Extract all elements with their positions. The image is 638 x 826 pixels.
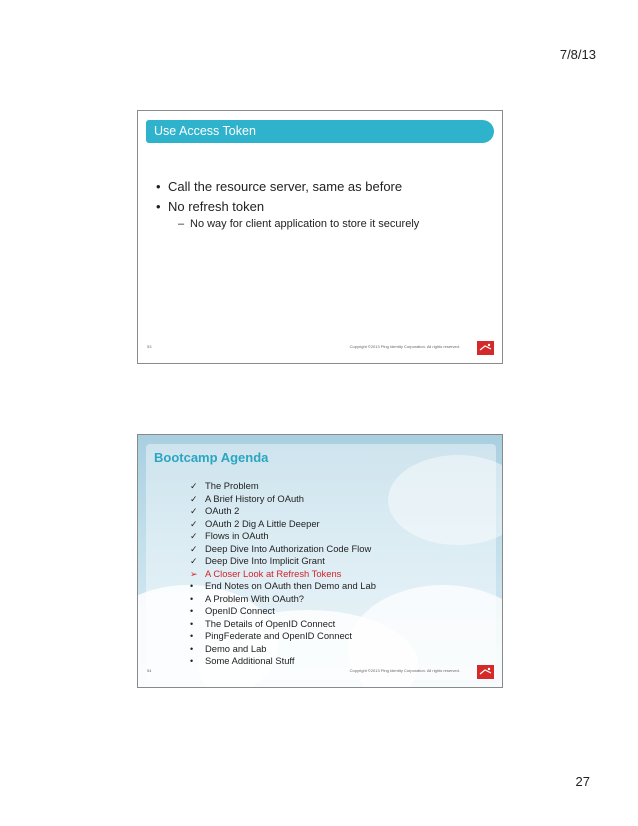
page-number: 27 <box>575 774 590 789</box>
agenda-item-label: OAuth 2 Dig A Little Deeper <box>205 517 320 529</box>
bullet-icon: • <box>190 593 194 604</box>
slide-title-bar: Use Access Token <box>146 120 494 143</box>
checkmark-icon: ✓ <box>190 543 198 554</box>
agenda-item-label: A Brief History of OAuth <box>205 492 304 504</box>
agenda-item-label: OAuth 2 <box>205 505 240 516</box>
agenda-item-label: OpenID Connect <box>205 605 275 616</box>
checkmark-icon: ✓ <box>190 481 198 491</box>
agenda-item-label: The Details of OpenID Connect <box>205 617 336 629</box>
agenda-item <box>190 493 376 506</box>
slide-title: Bootcamp Agenda <box>154 450 269 465</box>
agenda-item <box>190 530 376 543</box>
agenda-item-label: PingFederate and OpenID Connect <box>205 630 352 641</box>
agenda-item <box>190 505 376 518</box>
agenda-item-label: The Problem <box>205 480 259 491</box>
agenda-item-label: Flows in OAuth <box>205 530 269 541</box>
slide-number: 54 <box>147 668 152 673</box>
bullet-icon: • <box>190 618 194 629</box>
checkmark-icon: ✓ <box>190 518 198 529</box>
agenda-item <box>190 630 376 643</box>
agenda-item <box>190 543 376 556</box>
bullet-icon: • <box>190 581 194 591</box>
bullet-icon: • <box>190 656 194 666</box>
sub-bullet: – No way for client application to store it securely <box>178 218 420 230</box>
agenda-item-label: Some Additional Stuff <box>205 655 295 666</box>
checkmark-icon: ✓ <box>190 506 198 516</box>
slide-use-access-token <box>137 110 503 364</box>
agenda-item-label: End Notes on OAuth then Demo and Lab <box>205 580 376 591</box>
arrow-icon: ➢ <box>190 568 198 579</box>
agenda-item <box>190 580 376 593</box>
copyright-notice: Copyright ©2013 Ping Identity Corporation. All rights reserved. <box>349 668 460 673</box>
ping-logo-icon <box>477 341 494 355</box>
checkmark-icon: ✓ <box>190 531 198 541</box>
bullet-icon: • <box>190 631 194 641</box>
page-date: 7/8/13 <box>559 47 596 62</box>
agenda-item <box>190 518 376 531</box>
copyright-notice: Copyright ©2013 Ping Identity Corporation. All rights reserved. <box>349 344 460 349</box>
checkmark-icon: ✓ <box>190 493 198 504</box>
slide-number: 53 <box>147 344 152 349</box>
agenda-item-label: A Closer Look at Refresh Tokens <box>205 567 342 579</box>
agenda-item <box>190 605 376 618</box>
bullet-icon: • <box>156 199 161 214</box>
agenda-item <box>190 618 376 631</box>
agenda-item <box>190 480 376 493</box>
agenda-item <box>190 655 376 668</box>
agenda-item-label: Demo and Lab <box>205 642 267 654</box>
agenda-item <box>190 568 376 581</box>
checkmark-icon: ✓ <box>190 556 198 566</box>
bullet-item: • Call the resource server, same as before <box>156 177 402 197</box>
bullet-list <box>156 177 402 217</box>
agenda-item <box>190 643 376 656</box>
agenda-item-label: Deep Dive Into Authorization Code Flow <box>205 542 372 554</box>
agenda-item-label: Deep Dive Into Implicit Grant <box>205 555 325 566</box>
agenda-item <box>190 555 376 568</box>
agenda-item-label: A Problem With OAuth? <box>205 592 304 604</box>
agenda-list <box>190 480 376 668</box>
agenda-item <box>190 593 376 606</box>
bullet-icon: • <box>190 606 194 616</box>
dash-icon: – <box>178 218 185 230</box>
slide-bootcamp-agenda <box>137 434 503 688</box>
bullet-icon: • <box>156 179 161 194</box>
bullet-icon: • <box>190 643 194 654</box>
bullet-item: • No refresh token <box>156 197 402 217</box>
ping-logo-icon <box>477 665 494 679</box>
